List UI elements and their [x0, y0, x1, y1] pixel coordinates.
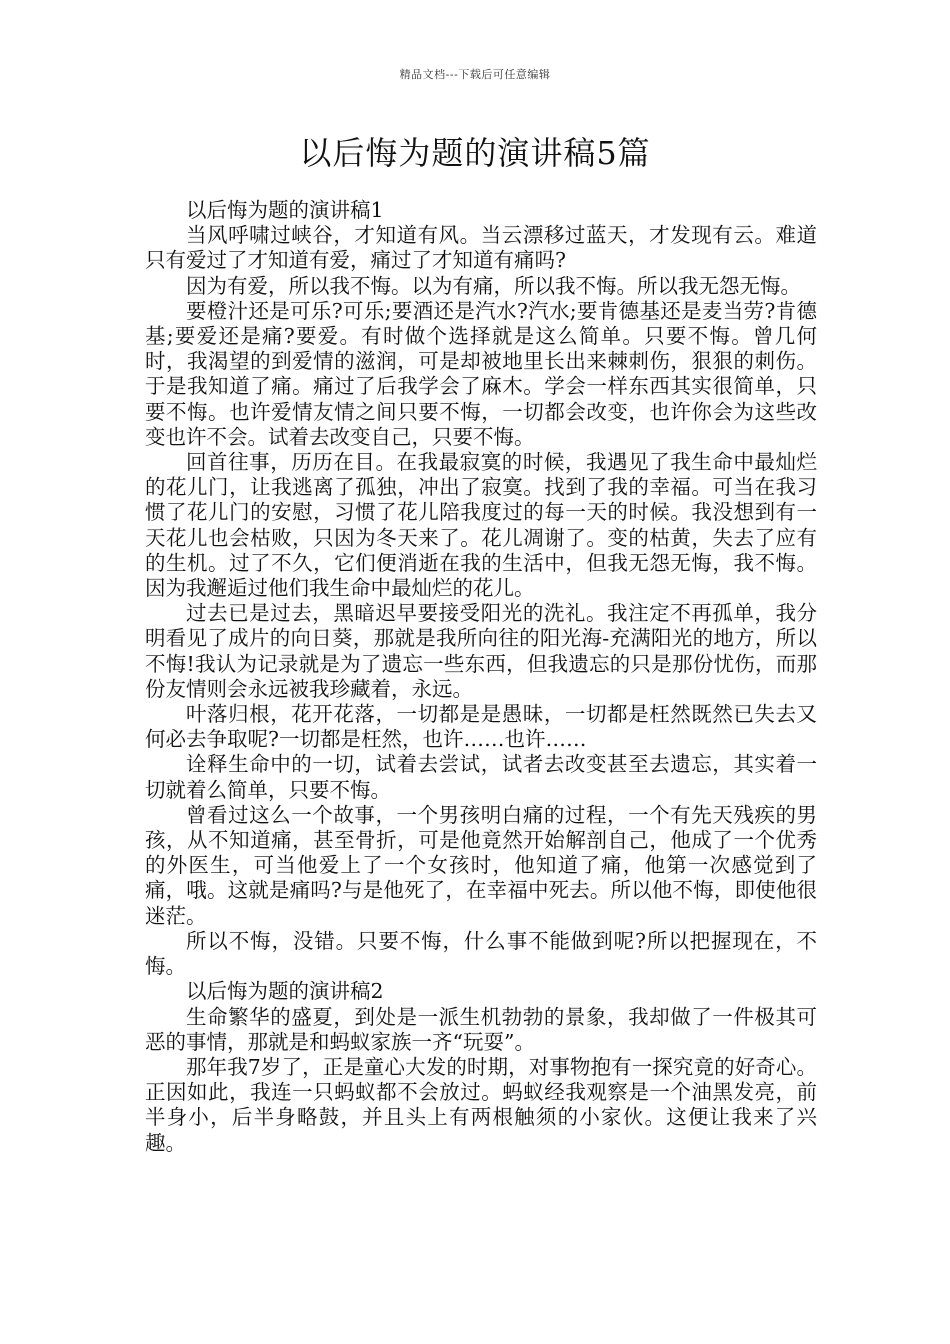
paragraph: 那年我7岁了，正是童心大发的时期，对事物抱有一探究竟的好奇心。正因如此，我连一只蚂蚁都不会放过。蚂蚁经我观察是一个油黑发亮，前半身小，后半身略鼓，并且头上有两根触须的小家伙。这便让我来了兴趣。	[145, 1054, 817, 1155]
paragraph: 曾看过这么一个故事，一个男孩明白痛的过程，一个有先天残疾的男孩，从不知道痛，甚至骨折，可是他竟然开始解剖自己，他成了一个优秀的外医生，可当他爱上了一个女孩时，他知道了痛，他第一次感觉到了痛，哦。这就是痛吗?与是他死了，在幸福中死去。所以他不悔，即使他很迷茫。	[145, 802, 817, 928]
paragraph: 所以不悔，没错。只要不悔，什么事不能做到呢?所以把握现在，不悔。	[145, 928, 817, 979]
document-body	[145, 198, 817, 1156]
document-title: 以后悔为题的演讲稿5篇	[299, 134, 651, 172]
paragraph: 诠释生命中的一切，试着去尝试，试者去改变甚至去遗忘，其实着一切就着么简单，只要不悔。	[145, 752, 817, 802]
paragraph: 因为有爱，所以我不悔。以为有痛，所以我不悔。所以我无怨无悔。	[186, 273, 801, 298]
paragraph: 过去已是过去，黑暗迟早要接受阳光的洗礼。我注定不再孤单，我分明看见了成片的向日葵，那就是我所向往的阳光海-充满阳光的地方，所以不悔!我认为记录就是为了遗忘一些东西，但我遗忘的只是那份忧伤，而那份友情则会永远被我珍藏着，永远。	[145, 601, 817, 701]
header-note: 精品文档---下载后可任意编辑	[399, 68, 551, 81]
section-heading-1: 以后悔为题的演讲稿1	[186, 198, 384, 222]
paragraph: 叶落归根，花开花落，一切都是是愚昧，一切都是枉然既然已失去又何必去争取呢?一切都是枉然，也许……也许……	[145, 702, 817, 752]
paragraph: 要橙汁还是可乐?可乐;要酒还是汽水?汽水;要肯德基还是麦当劳?肯德基;要爱还是痛?要爱。有时做个选择就是这么简单。只要不悔。曾几何时，我渴望的到爱情的滋润，可是却被地里长出来棘刺伤，狠狠的刺伤。于是我知道了痛。痛过了后我学会了麻木。学会一样东西其实很简单，只要不悔。也许爱情友情之间只要不悔，一切都会改变，也许你会为这些改变也许不会。试着去改变自己，只要不悔。	[145, 298, 817, 449]
paragraph: 生命繁华的盛夏，到处是一派生机勃勃的景象，我却做了一件极其可恶的事情，那就是和蚂蚁家族一齐“玩耍”。	[145, 1004, 817, 1054]
paragraph: 回首往事，历历在目。在我最寂寞的时候，我遇见了我生命中最灿烂的花儿门，让我逃离了孤独，冲出了寂寞。找到了我的幸福。可当在我习惯了花儿门的安慰，习惯了花儿陪我度过的每一天的时候。我没想到有一天花儿也会枯败，只因为冬天来了。花儿凋谢了。变的枯黄，失去了应有的生机。过了不久，它们便消逝在我的生活中，但我无怨无悔，我不悔。因为我邂逅过他们我生命中最灿烂的花儿。	[145, 450, 817, 601]
section-heading-2: 以后悔为题的演讲稿2	[186, 979, 384, 1004]
paragraph: 当风呼啸过峡谷，才知道有风。当云漂移过蓝天，才发现有云。难道只有爱过了才知道有爱，痛过了才知道有痛吗?	[145, 223, 817, 273]
